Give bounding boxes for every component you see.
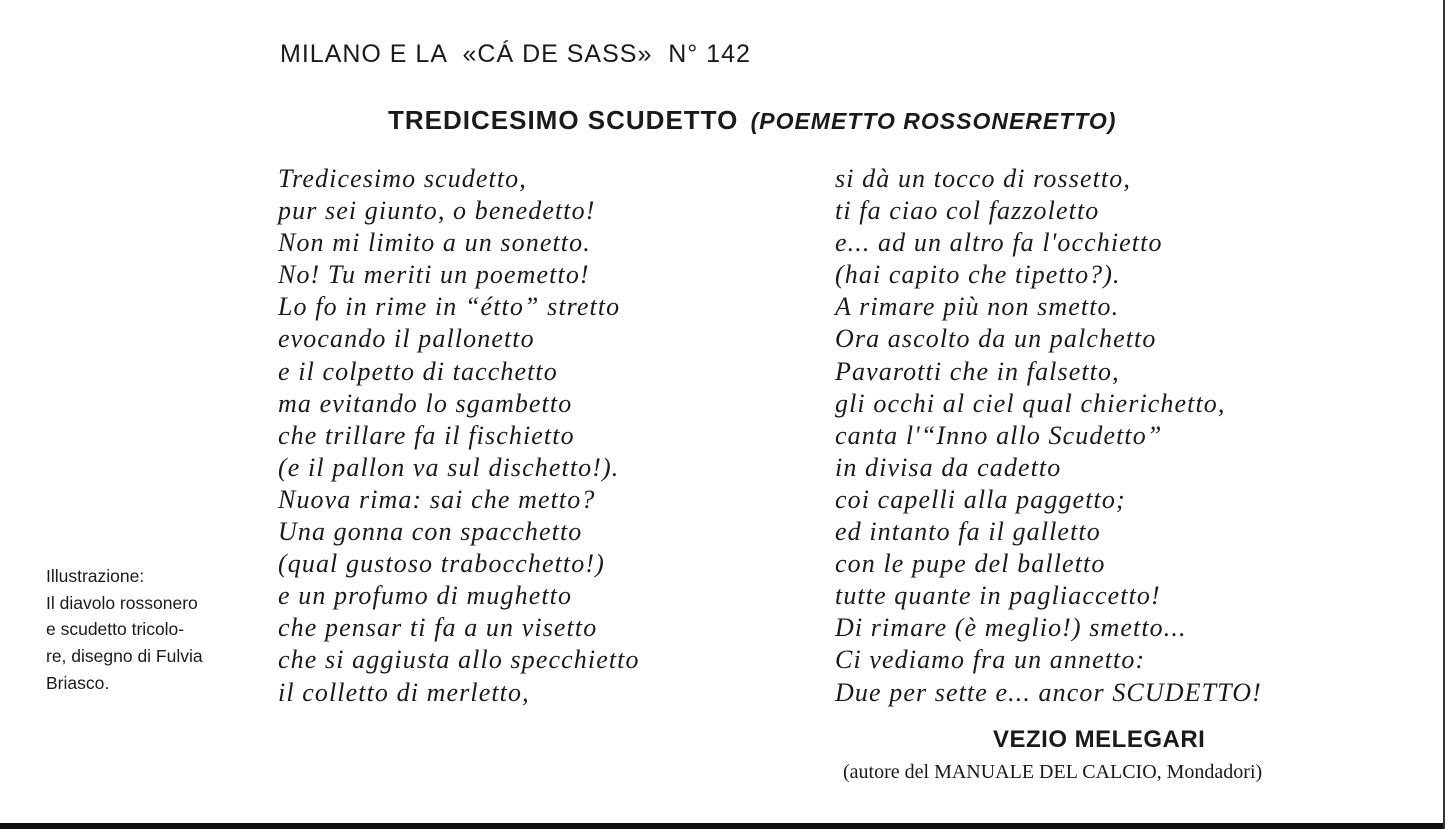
poem-line: con le pupe del balletto [835,549,1106,579]
poem-line: Pavarotti che in falsetto, [835,356,1120,386]
caption-line: Briasco. [46,672,110,693]
series-header: MILANO E LA «CÁ DE SASS» N° 142 [280,40,751,68]
poem-line: tutte quante in pagliaccetto! [835,581,1161,611]
poem-line: gli occhi al ciel qual chierichetto, [835,388,1226,418]
poem-line: che pensar ti fa a un visetto [278,613,598,643]
poem-title-subtitle: (POEMETTO ROSSONERETTO) [750,108,1117,134]
poem-line: (qual gustoso trabocchetto!) [278,549,605,579]
poem-line: No! Tu meriti un poemetto! [278,260,590,290]
caption-line: e scudetto tricolo- [46,619,185,640]
poem-line: Di rimare (è meglio!) smetto... [835,613,1187,643]
poem-line: Una gonna con spacchetto [278,517,583,547]
poem-line: Ci vediamo fra un annetto: [835,645,1146,675]
poem-title-main: TREDICESIMO SCUDETTO [388,105,739,135]
poem-line: Due per sette e... ancor SCUDETTO! [835,677,1262,707]
poem-line: Lo fo in rime in “étto” stretto [278,292,621,322]
poem-line: canta l'“Inno allo Scudetto” [835,420,1163,450]
poem-line: Tredicesimo scudetto, [278,164,527,193]
poem-line: (hai capito che tipetto?). [835,260,1121,290]
poem-column-right [835,163,1262,709]
poem-line: (e il pallon va sul dischetto!). [278,452,620,482]
poem-line: che si aggiusta allo specchietto [278,645,640,675]
poem-line: e un profumo di mughetto [278,581,573,611]
illustration-caption [46,563,203,697]
poem-line: che trillare fa il fischietto [278,420,575,450]
poem-title [388,105,1116,136]
caption-line: Illustrazione: [46,566,145,586]
poem-line: si dà un tocco di rossetto, [835,164,1131,193]
poem-line: in divisa da cadetto [835,452,1062,482]
poem-column-left [278,163,640,709]
poem-line: pur sei giunto, o benedetto! [278,196,596,226]
poem-line: e il colpetto di tacchetto [278,356,558,386]
poem-line: ed intanto fa il galletto [835,517,1101,547]
poem-line: A rimare più non smetto. [835,292,1120,322]
poem-line: il colletto di merletto, [278,677,530,707]
poem-line: Non mi limito a un sonetto. [278,228,591,258]
poem-line: evocando il pallonetto [278,324,535,354]
poem-line: ma evitando lo sgambetto [278,388,573,418]
author-note: (autore del MANUALE DEL CALCIO, Mondadori) [843,761,1263,783]
poem-line: ti fa ciao col fazzoletto [835,196,1100,226]
author-name: VEZIO MELEGARI [993,726,1206,753]
caption-line: re, disegno di Fulvia [46,646,203,667]
poem-line: Ora ascolto da un palchetto [835,324,1157,354]
caption-line: Il diavolo rossonero [46,592,198,613]
bottom-border [0,823,1445,829]
poem-line: Nuova rima: sai che metto? [278,484,596,514]
poem-line: e... ad un altro fa l'occhietto [835,228,1163,258]
poem-line: coi capelli alla paggetto; [835,484,1126,514]
